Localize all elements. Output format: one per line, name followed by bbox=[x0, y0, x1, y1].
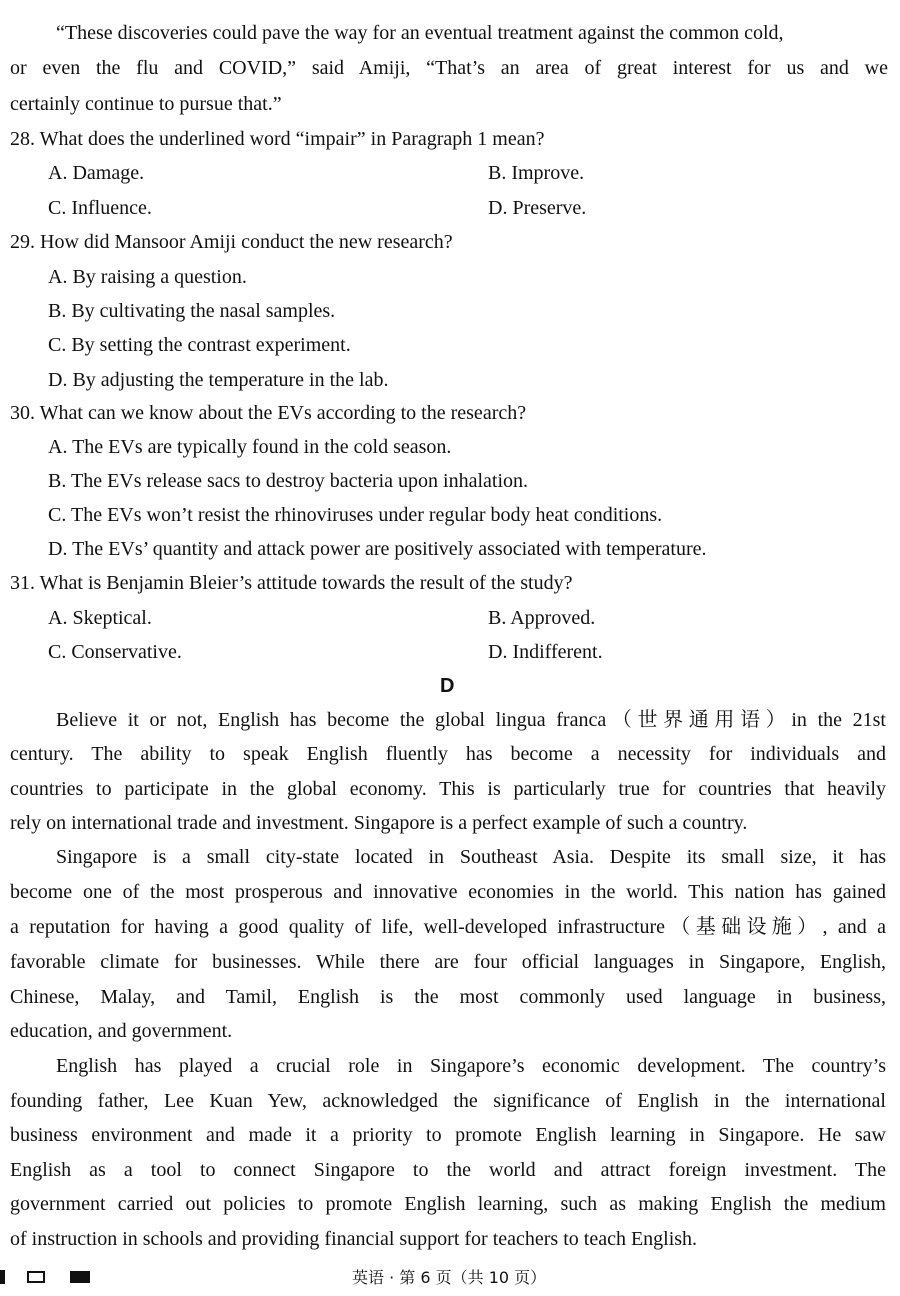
paragraph-line: Believe it or not, English has become the global lingua franca（世界通用语）in the 21st bbox=[56, 709, 886, 731]
section-heading: D bbox=[440, 675, 455, 697]
paragraph-line: government carried out policies to promote English learning, such as making English the medium bbox=[10, 1193, 886, 1215]
paragraph-line: century. The ability to speak English fluently has become a necessity for individuals and bbox=[10, 743, 886, 765]
print-mark-hollow-rect bbox=[27, 1271, 45, 1283]
paragraph-line: Chinese, Malay, and Tamil, English is the most commonly used language in business, bbox=[10, 986, 886, 1008]
paragraph-line: Singapore is a small city-state located in Southeast Asia. Despite its small size, it has bbox=[56, 846, 886, 868]
answer-option: B. The EVs release sacs to destroy bacteria upon inhalation. bbox=[48, 470, 529, 492]
question-stem: 28. What does the underlined word “impair” in Paragraph 1 mean? bbox=[10, 128, 545, 150]
paragraph-line: of instruction in schools and providing financial support for teachers to teach English. bbox=[10, 1228, 698, 1250]
question-stem: 29. How did Mansoor Amiji conduct the new research? bbox=[10, 231, 453, 253]
answer-option: D. By adjusting the temperature in the lab. bbox=[48, 369, 389, 391]
answer-option: D. Preserve. bbox=[488, 197, 587, 219]
paragraph-line: English as a tool to connect Singapore to the world and attract foreign investment. The bbox=[10, 1159, 886, 1181]
print-mark-bar bbox=[0, 1270, 5, 1284]
paragraph-line: favorable climate for businesses. While there are four official languages in Singapore, English, bbox=[10, 951, 886, 973]
answer-option: B. Improve. bbox=[488, 162, 585, 184]
answer-option: C. Conservative. bbox=[48, 641, 182, 663]
print-mark-solid-rect bbox=[70, 1271, 90, 1283]
answer-option: B. Approved. bbox=[488, 607, 596, 629]
passage-line: or even the flu and COVID,” said Amiji, “That’s an area of great interest for us and we bbox=[10, 57, 888, 79]
answer-option: C. Influence. bbox=[48, 197, 152, 219]
answer-option: D. The EVs’ quantity and attack power are positively associated with temperature. bbox=[48, 538, 707, 560]
question-stem: 30. What can we know about the EVs according to the research? bbox=[10, 402, 527, 424]
answer-option: D. Indifferent. bbox=[488, 641, 603, 663]
answer-option: A. The EVs are typically found in the cold season. bbox=[48, 436, 452, 458]
paragraph-line: countries to participate in the global economy. This is particularly true for countries that heavily bbox=[10, 778, 886, 800]
answer-option: A. By raising a question. bbox=[48, 266, 247, 288]
answer-option: B. By cultivating the nasal samples. bbox=[48, 300, 336, 322]
question-stem: 31. What is Benjamin Bleier’s attitude towards the result of the study? bbox=[10, 572, 573, 594]
answer-option: A. Skeptical. bbox=[48, 607, 152, 629]
answer-option: A. Damage. bbox=[48, 162, 145, 184]
paragraph-line: a reputation for having a good quality of life, well-developed infrastructure（基础设施）, and a bbox=[10, 916, 886, 938]
paragraph-line: rely on international trade and investment. Singapore is a perfect example of such a country. bbox=[10, 812, 748, 834]
paragraph-line: become one of the most prosperous and innovative economies in the world. This nation has gained bbox=[10, 881, 886, 903]
paragraph-line: education, and government. bbox=[10, 1020, 233, 1042]
answer-option: C. By setting the contrast experiment. bbox=[48, 334, 351, 356]
passage-line: “These discoveries could pave the way for an eventual treatment against the common cold, bbox=[56, 22, 784, 44]
answer-option: C. The EVs won’t resist the rhinoviruses under regular body heat conditions. bbox=[48, 504, 663, 526]
page-number: 英语 · 第 6 页（共 10 页） bbox=[352, 1268, 547, 1287]
paragraph-line: founding father, Lee Kuan Yew, acknowledged the significance of English in the international bbox=[10, 1090, 886, 1112]
passage-line: certainly continue to pursue that.” bbox=[10, 93, 282, 115]
paragraph-line: business environment and made it a priority to promote English learning in Singapore. He saw bbox=[10, 1124, 886, 1146]
paragraph-line: English has played a crucial role in Singapore’s economic development. The country’s bbox=[56, 1055, 886, 1077]
